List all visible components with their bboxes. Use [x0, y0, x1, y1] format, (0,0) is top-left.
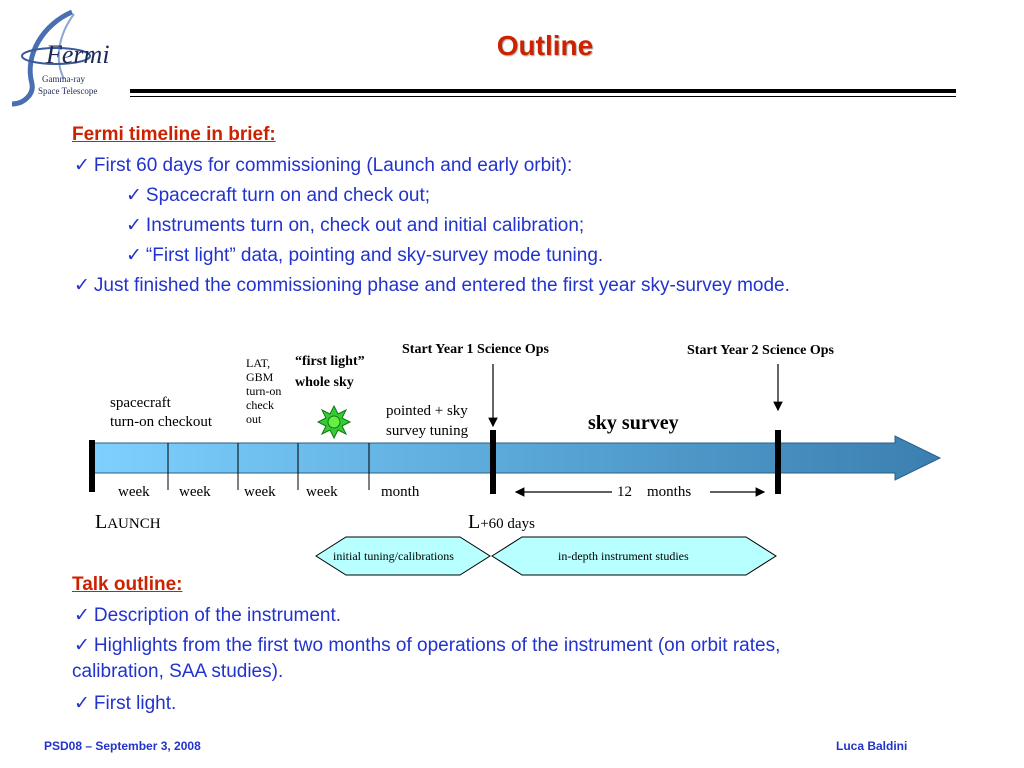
in-depth-label: in-depth instrument studies: [558, 549, 689, 563]
check-icon: ✓: [74, 635, 90, 656]
check-icon: ✓: [126, 185, 142, 206]
check-icon: ✓: [126, 245, 142, 266]
year2-divider: [775, 430, 781, 494]
months-label: months: [647, 484, 692, 500]
timeline-bullet-4: [126, 244, 603, 267]
l60-label: [468, 511, 535, 534]
timeline-bullet-1: [74, 154, 572, 177]
bullet-text: Spacecraft turn on and check out;: [145, 185, 431, 206]
logo-name: Fermi: [46, 40, 110, 69]
lat-gbm-line: LAT,: [246, 356, 271, 370]
spacecraft-label-1: spacecraft: [110, 395, 171, 411]
timeline-bullet-5: [74, 274, 790, 297]
first-light-label-2: whole sky: [295, 375, 354, 390]
page-title: Outline: [496, 30, 594, 61]
lat-gbm-line: check: [246, 398, 274, 412]
logo-subtitle-1: Gamma-ray: [42, 74, 85, 84]
timeline-bullet-3: [126, 214, 584, 237]
talk-bullet-3: [74, 692, 176, 715]
week-label-4: week: [306, 484, 338, 500]
timeline-bullet-2: [126, 184, 430, 207]
timeline-diagram: [0, 330, 1024, 580]
start-year1-label: Start Year 1 Science Ops: [402, 342, 549, 357]
lat-gbm-label: [246, 356, 281, 426]
l60-divider: [490, 430, 496, 494]
pointed-label-2: survey tuning: [386, 423, 469, 439]
first-light-star-icon: [318, 406, 350, 438]
launch-label: [95, 511, 161, 534]
month-label: month: [381, 484, 420, 500]
start-year2-label: Start Year 2 Science Ops: [687, 343, 834, 358]
title-divider-thick: [130, 89, 956, 93]
pointed-label-1: pointed + sky: [386, 403, 468, 419]
talk-bullet-2: [74, 634, 780, 657]
footer-right: Luca Baldini: [836, 739, 908, 753]
talk-bullet-1: [74, 604, 341, 627]
bullet-text: “First light” data, pointing and sky-survey mode tuning.: [145, 245, 604, 266]
check-icon: ✓: [74, 155, 90, 176]
check-icon: ✓: [74, 605, 90, 626]
months-number: 12: [617, 484, 632, 500]
bullet-text: Highlights from the first two months of operations of the instrument (on orbit rates,: [93, 635, 781, 656]
lat-gbm-line: GBM: [246, 370, 274, 384]
initial-tuning-label: initial tuning/calibrations: [333, 549, 454, 563]
bullet-text: First 60 days for commissioning (Launch and early orbit):: [93, 155, 573, 176]
logo-subtitle-2: Space Telescope: [38, 86, 98, 96]
timeline-heading: Fermi timeline in brief:: [72, 124, 276, 145]
week-label-2: week: [179, 484, 211, 500]
launch-divider: [89, 440, 95, 492]
talk-heading: Talk outline:: [72, 574, 183, 595]
bullet-text: Instruments turn on, check out and initial calibration;: [145, 215, 585, 236]
bullet-text: Just finished the commissioning phase and entered the first year sky-survey mode.: [93, 275, 790, 296]
l60-rest: +60 days: [480, 516, 535, 532]
spacecraft-label-2: turn-on checkout: [110, 414, 213, 430]
footer-left: PSD08 – September 3, 2008: [44, 739, 201, 753]
bullet-text: Description of the instrument.: [93, 605, 342, 626]
talk-bullet-2-continuation: calibration, SAA studies).: [72, 661, 284, 682]
lat-gbm-line: turn-on: [246, 384, 282, 398]
check-icon: ✓: [74, 275, 90, 296]
timeline-bar: [92, 436, 940, 480]
week-label-1: week: [118, 484, 150, 500]
check-icon: ✓: [74, 693, 90, 714]
l60-initial: L: [468, 511, 481, 533]
title-divider-thin: [130, 96, 956, 97]
lat-gbm-line: out: [246, 412, 262, 426]
week-label-3: week: [244, 484, 276, 500]
sky-survey-label: sky survey: [588, 412, 679, 434]
launch-initial: L: [95, 511, 108, 533]
first-light-label-1: “first light”: [295, 354, 365, 369]
check-icon: ✓: [126, 215, 142, 236]
bullet-text: First light.: [93, 693, 177, 714]
launch-rest: AUNCH: [107, 516, 161, 532]
